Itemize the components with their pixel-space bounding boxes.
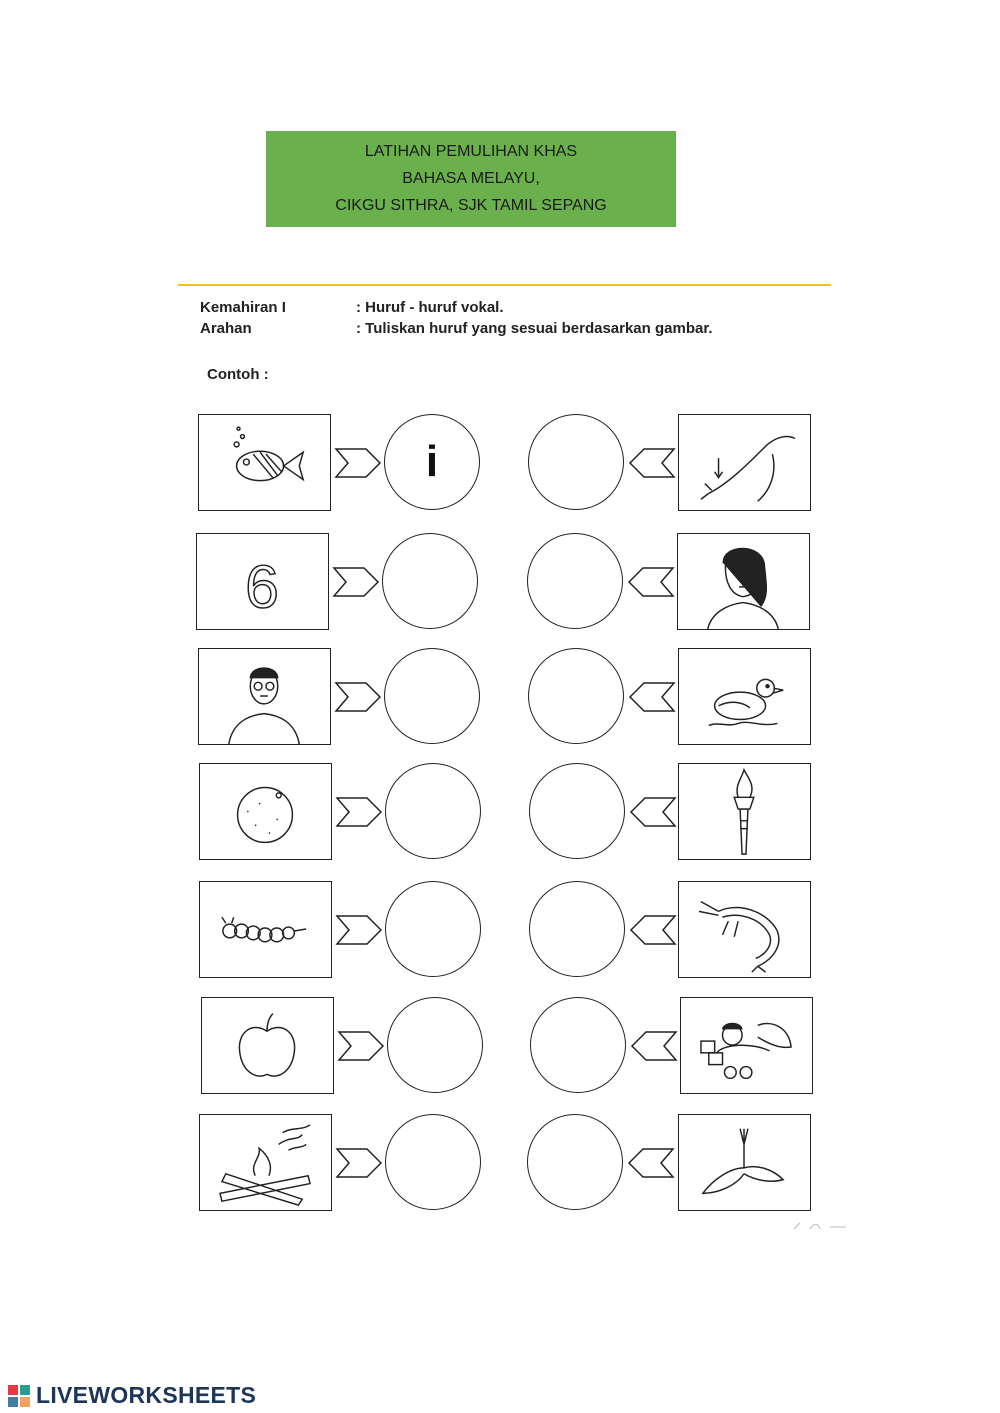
shrimp-icon xyxy=(678,881,811,978)
answer-circle-left-7[interactable] xyxy=(385,1114,481,1210)
liveworksheets-logo-icon xyxy=(8,1385,32,1407)
orange-icon xyxy=(199,763,332,860)
left-arrow-icon xyxy=(628,679,676,715)
fork-icon xyxy=(678,414,811,511)
answer-circle-example xyxy=(384,414,480,510)
left-arrow-icon xyxy=(627,1145,675,1181)
man-icon xyxy=(198,648,331,745)
right-arrow-icon xyxy=(335,794,383,830)
instruction-label: Arahan xyxy=(200,320,252,337)
apple-icon xyxy=(201,997,334,1094)
fish-icon xyxy=(198,414,331,511)
left-arrow-icon xyxy=(629,912,677,948)
svg-text:6: 6 xyxy=(245,552,279,621)
right-arrow-icon xyxy=(337,1028,385,1064)
skill-value: : Huruf - huruf vokal. xyxy=(356,299,504,316)
header-rule xyxy=(178,284,831,286)
left-arrow-icon xyxy=(628,445,676,481)
answer-circle-left-4[interactable] xyxy=(385,763,481,859)
brand-name: LIVEWORKSHEETS xyxy=(36,1382,257,1408)
answer-circle-right-6[interactable] xyxy=(530,997,626,1093)
right-arrow-icon xyxy=(335,912,383,948)
right-arrow-icon xyxy=(334,679,382,715)
right-arrow-icon xyxy=(334,445,382,481)
caterpillar-icon xyxy=(199,881,332,978)
left-arrow-icon xyxy=(627,564,675,600)
faint-decoration xyxy=(790,1218,850,1228)
number-six-icon xyxy=(196,533,329,630)
boy-toys-icon xyxy=(680,997,813,1094)
answer-circle-right-5[interactable] xyxy=(529,881,625,977)
answer-circle-left-3[interactable] xyxy=(384,648,480,744)
answer-circle-right-7[interactable] xyxy=(527,1114,623,1210)
example-answer: i xyxy=(425,437,439,486)
banner-line-2: BAHASA MELAYU, xyxy=(402,170,540,187)
left-arrow-icon xyxy=(629,794,677,830)
title-banner xyxy=(266,131,676,227)
answer-circle-right-4[interactable] xyxy=(529,763,625,859)
example-label: Contoh : xyxy=(207,366,269,383)
plant-icon xyxy=(678,1114,811,1211)
answer-circle-right-2[interactable] xyxy=(527,533,623,629)
answer-circle-left-5[interactable] xyxy=(385,881,481,977)
answer-circle-left-6[interactable] xyxy=(387,997,483,1093)
left-arrow-icon xyxy=(630,1028,678,1064)
right-arrow-icon xyxy=(335,1145,383,1181)
fire-icon xyxy=(199,1114,332,1211)
instruction-value: : Tuliskan huruf yang sesuai berdasarkan gambar. xyxy=(356,320,713,337)
duck-icon xyxy=(678,648,811,745)
banner-line-3: CIKGU SITHRA, SJK TAMIL SEPANG xyxy=(335,197,607,214)
answer-circle-right-1[interactable] xyxy=(528,414,624,510)
right-arrow-icon xyxy=(332,564,380,600)
torch-icon xyxy=(678,763,811,860)
answer-circle-left-2[interactable] xyxy=(382,533,478,629)
skill-label: Kemahiran I xyxy=(200,299,286,316)
woman-icon xyxy=(677,533,810,630)
footer-brand xyxy=(8,1382,256,1409)
banner-line-1: LATIHAN PEMULIHAN KHAS xyxy=(364,143,578,160)
answer-circle-right-3[interactable] xyxy=(528,648,624,744)
